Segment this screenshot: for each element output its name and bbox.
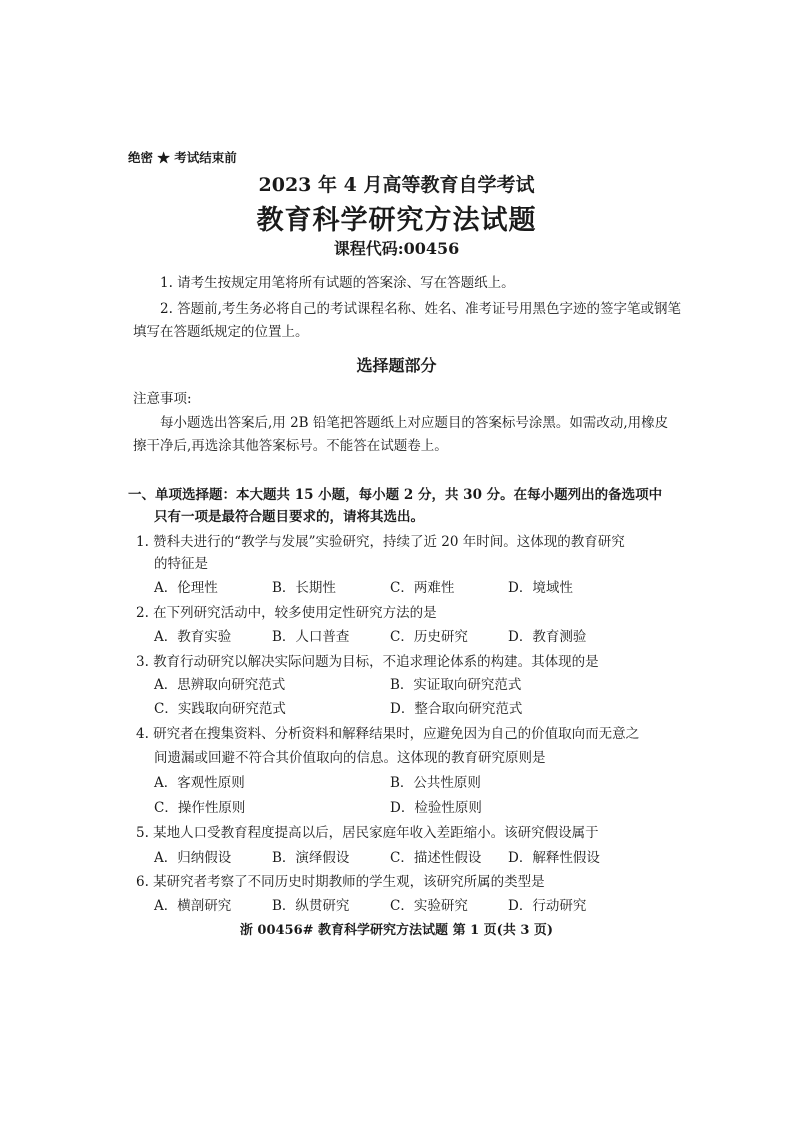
course-code: 课程代码:00456 [333,239,460,258]
question-3-option-b: B．实证取向研究范式 [390,677,522,693]
question-1-text-line-1: 1. 赞科夫进行的“教学与发展”实验研究，持续了近 20 年时间。这体现的教育研究 [136,534,625,550]
question-4-option-a: A．客观性原则 [154,775,245,791]
question-3-text-line-1: 3. 教育行动研究以解决实际问题为目标，不追求理论体系的构建。其体现的是 [136,654,599,670]
question-2-text-line-1: 2. 在下列研究活动中，较多使用定性研究方法的是 [136,605,437,621]
question-4-text-line-2: 间遗漏或回避不符合其价值取向的信息。这体现的教育研究原则是 [154,750,546,766]
question-5-text-line-1: 5. 某地人口受教育程度提高以后，居民家庭年收入差距缩小。该研究假设属于 [136,825,599,841]
question-4-option-b: B．公共性原则 [390,775,481,791]
question-3-option-c: C．实践取向研究范式 [154,701,286,717]
question-1-option-b: B．长期性 [272,580,336,596]
question-5-option-c: C．描述性假设 [390,850,482,866]
instruction-line-2-cont: 填写在答题纸规定的位置上。 [133,324,309,340]
question-6-option-b: B．纵贯研究 [272,898,350,914]
confidential-mark: 绝密 ★ 考试结束前 [128,150,237,165]
question-5-option-a: A．归纳假设 [154,850,232,866]
section-title: 选择题部分 [356,356,437,375]
question-2-option-d: D．教育测验 [508,629,587,645]
question-2-option-c: C．历史研究 [390,629,468,645]
exam-title: 2023 年 4 月高等教育自学考试 [258,174,535,196]
question-6-text-line-1: 6. 某研究者考察了不同历史时期教师的学生观，该研究所属的类型是 [136,874,545,890]
instruction-line-2: 2. 答题前,考生务必将自己的考试课程名称、姓名、准考证号用黑色字迹的签字笔或钢笔 [160,301,681,317]
page-footer: 浙 00456# 教育科学研究方法试题 第 1 页(共 3 页) [239,923,554,938]
question-1-text-line-2: 的特征是 [154,556,208,572]
question-1-option-a: A．伦理性 [154,580,218,596]
question-1-option-d: D．境域性 [508,580,573,596]
question-6-option-d: D．行动研究 [508,898,587,914]
part1-heading-line-2: 只有一项是最符合题目要求的，请将其选出。 [154,509,424,525]
question-5-option-b: B．演绎假设 [272,850,350,866]
question-2-option-b: B．人口普查 [272,629,350,645]
question-4-option-c: C．操作性原则 [154,800,246,816]
question-3-option-a: A．思辨取向研究范式 [154,677,286,693]
question-4-option-d: D．检验性原则 [390,800,482,816]
notice-line-1: 每小题选出答案后,用 2B 铅笔把答题纸上对应题目的答案标号涂黑。如需改动,用橡皮 [160,415,669,431]
question-5-option-d: D．解释性假设 [508,850,600,866]
notice-label: 注意事项: [133,391,192,407]
question-6-option-a: A．横剖研究 [154,898,232,914]
question-4-text-line-1: 4. 研究者在搜集资料、分析资料和解释结果时，应避免因为自己的价值取向而无意之 [136,726,640,742]
question-3-option-d: D．整合取向研究范式 [390,701,523,717]
question-6-option-c: C．实验研究 [390,898,468,914]
part1-heading-line-1: 一、单项选择题：本大题共 15 小题，每小题 2 分，共 30 分。在每小题列出的备选项中 [128,487,663,503]
question-2-option-a: A．教育实验 [154,629,232,645]
question-1-option-c: C．两难性 [390,580,455,596]
notice-line-2: 擦干净后,再选涂其他答案标号。不能答在试题卷上。 [133,438,448,454]
instruction-line-1: 1. 请考生按规定用笔将所有试题的答案涂、写在答题纸上。 [160,275,515,291]
paper-title: 教育科学研究方法试题 [256,205,537,236]
